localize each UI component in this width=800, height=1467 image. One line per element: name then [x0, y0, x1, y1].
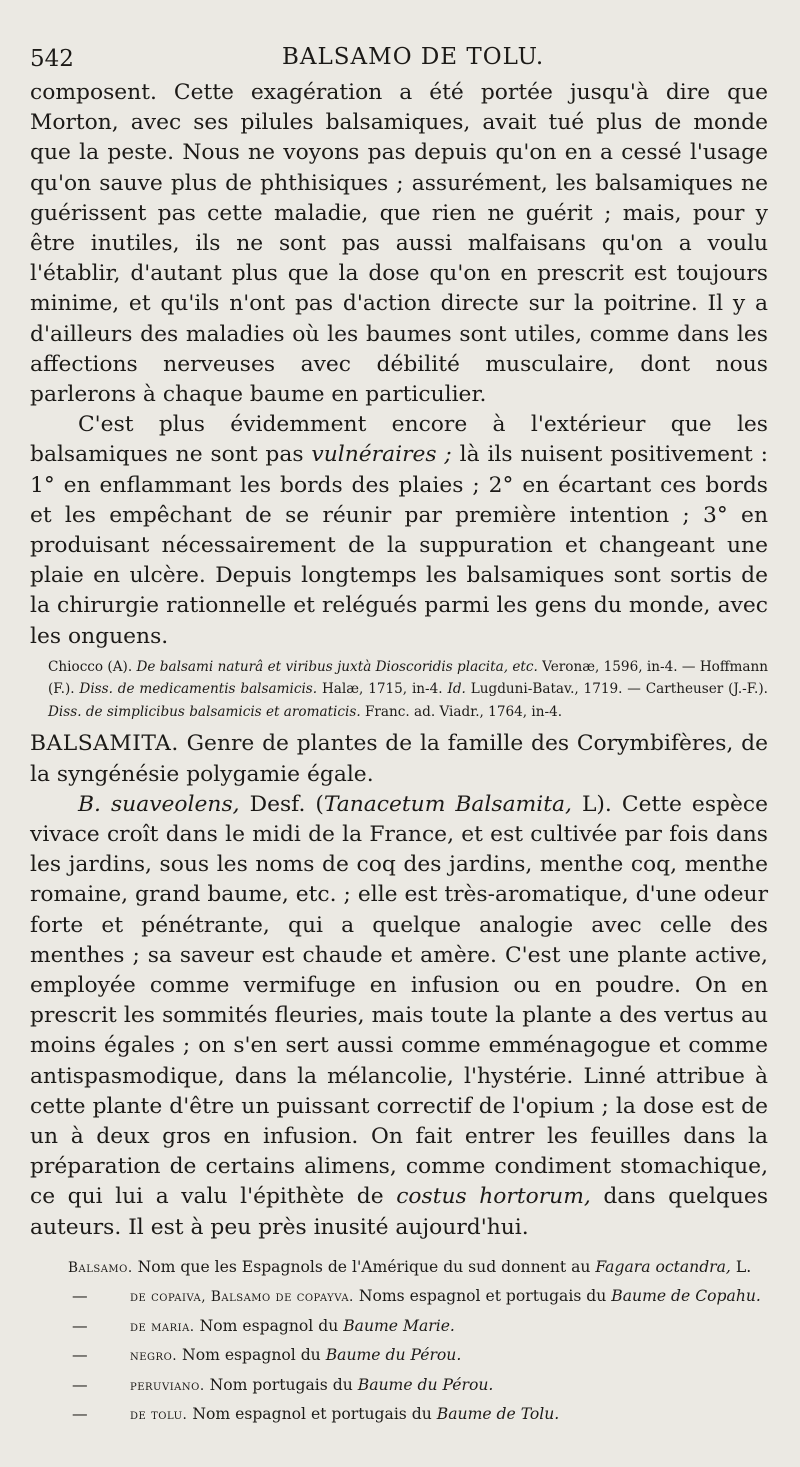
footnote-maria [30, 1312, 768, 1342]
ref-title: Diss. de medicamentis balsamicis. [79, 681, 318, 698]
footnote-text: Nom espagnol du [194, 1316, 344, 1335]
footnote-term: Balsamo. [68, 1259, 133, 1276]
footnote-italic: Baume de Tolu. [436, 1405, 560, 1424]
ref-imprint: Franc. ad. Viadr., 1764, in-4. [364, 703, 563, 720]
footnote-italic: Fagara octandra, [595, 1257, 731, 1276]
footnote-term: de copaiva, Balsamo de copayva. [130, 1289, 354, 1306]
headword-balsamita: BALSAMITA. [30, 731, 179, 757]
epithet-costus: costus hortorum, [396, 1184, 591, 1210]
ref-title: Diss. de simplicibus balsamicis et aromaticis. [48, 703, 361, 720]
species-name: B. suaveolens, [78, 791, 240, 817]
footnote-dash: — [72, 1346, 88, 1365]
species-synonym: Tanacetum Balsamita, [323, 791, 572, 817]
synonym-authority: L). [571, 791, 612, 817]
footnote-dash: — [72, 1287, 88, 1306]
footnote-negro [30, 1341, 768, 1371]
footnote-dash: — [72, 1405, 88, 1424]
footnote-text: Nom que les Espagnols de l'Amérique du sud donnent au [132, 1257, 596, 1276]
footnote-body [130, 1341, 461, 1371]
footnote-text: Nom espagnol du [177, 1346, 326, 1365]
entry-balsamita [30, 729, 768, 789]
footnote-dash: — [72, 1375, 88, 1394]
footnote-body [130, 1312, 455, 1342]
footnote-term: negro. [130, 1348, 178, 1365]
footnote-text: Noms espagnol et portugais du [353, 1287, 612, 1306]
footnote-balsamo [30, 1253, 768, 1283]
entry-balsamita-suaveolens [30, 790, 768, 1243]
reference-chiocco [48, 659, 695, 675]
footnote-text: Nom espagnol et portugais du [187, 1405, 437, 1424]
page-number: 542 [30, 46, 74, 72]
entry-closing: dans quelques auteurs. Il est à peu près inusité aujourd'hui. [30, 1184, 769, 1240]
entry-definition: Genre de plantes de la famille des Corymbifères, de la syngénésie polygamie égale. [30, 731, 768, 787]
ref-title: De balsami naturâ et viribus juxtà Dioscoridis placita, etc. [136, 658, 538, 675]
footnote-body [130, 1400, 559, 1430]
balsamo-entries [30, 1253, 768, 1430]
footnote-term: de tolu. [130, 1407, 188, 1424]
footnote-dash: — [72, 1316, 88, 1335]
page-header [30, 36, 768, 78]
footnote-text: Nom portugais du [204, 1375, 358, 1394]
paragraph-usage-exterieur [30, 410, 768, 652]
footnote-italic: Baume de Copahu. [611, 1287, 761, 1306]
paragraph-text: là ils nuisent positivement : 1° en enflammant les bords des plaies ; 2° en écartant ces bords et les empêchant de se réunir par première intention ; 3° en produisant nécessairement de la suppuration et changeant une plaie en ulcère. Depuis longtemps les balsamiques sont sortis de la chirurgie rationnelle et relégués parmi les gens du monde, avec les onguens. [30, 442, 768, 649]
ref-idem: Id. [447, 681, 466, 698]
ref-imprint: Lugduni-Batav., 1719. — [470, 681, 641, 698]
footnote-body [130, 1371, 493, 1401]
emphasis-vulneraires: vulnéraires ; [311, 442, 452, 468]
footnote-tolu [30, 1400, 768, 1430]
ref-author: Hoffmann (F.). [48, 658, 769, 698]
species-description: Cette espèce vivace croît dans le midi de la France, et est cultivée par fois dans les jardins, sous les noms de coq des jardins, menthe coq, menthe romaine, grand baume, etc. ; elle est très-aromatique, d'une odeur forte et pénétrante, qui a quelque analogie avec celle des menthes ; sa saveur est chaude et amère. C'est une plante active, employée comme vermifuge en infusion ou en poudre. On en prescrit les sommités fleuries, mais toute la plante a des vertus au moins égales ; on s'en sert aussi comme emménagogue et comme antispasmodique, dans la mélancolie, l'hystérie. Linné attribue à cette plante d'être un puissant correctif de l'opium ; la dose est de un à deux gros en infusion. On fait entrer les feuilles dans la préparation de certains alimens, comme condiment stomachique, ce qui lui a valu l'épithète de [30, 791, 768, 1210]
footnote-italic: Baume du Pérou. [357, 1375, 494, 1394]
footnote-italic: Baume du Pérou. [325, 1346, 462, 1365]
ref-author: Chiocco (A). [48, 658, 133, 675]
footnote-term: de maria. [130, 1318, 195, 1335]
ref-imprint: Halæ, 1715, in-4. [321, 681, 443, 698]
footnote-tail: L. [730, 1257, 752, 1276]
footnote-body [130, 1282, 761, 1312]
ref-imprint: Veronæ, 1596, in-4. — [542, 658, 696, 675]
footnote-italic: Baume Marie. [343, 1316, 455, 1335]
footnote-copaiva [30, 1282, 768, 1312]
species-authority: Desf. ( [239, 791, 324, 817]
paragraph-balsamiques-critique: composent. Cette exagération a été portée jusqu'à dire que Morton, avec ses pilules balsamiques, avait tué plus de monde que la peste. Nous ne voyons pas depuis qu'on en a cessé l'usage qu'on sauve plus de phthisiques ; assurément, les balsamiques ne guérissent pas cette maladie, que rien ne guérit ; mais, pour y être inutiles, ils ne sont pas aussi malfaisans qu'on a voulu l'établir, d'autant plus que la dose qu'on en prescrit est toujours minime, et qu'ils n'ont pas d'action directe sur la poitrine. Il y a d'ailleurs des maladies où les baumes sont utiles, comme dans les affections nerveuses avec débilité musculaire, dont nous parlerons à chaque baume en particulier. [30, 80, 768, 408]
footnote-peruviano [30, 1371, 768, 1401]
footnote-term: peruviano. [130, 1377, 205, 1394]
ref-author: Cartheuser (J.-F.). [645, 681, 768, 698]
running-title: BALSAMO DE TOLU. [282, 44, 545, 70]
paragraph-text: C'est plus évidemment encore à l'extérieur que les balsamiques ne sont pas [30, 412, 768, 468]
bibliography [48, 656, 768, 724]
